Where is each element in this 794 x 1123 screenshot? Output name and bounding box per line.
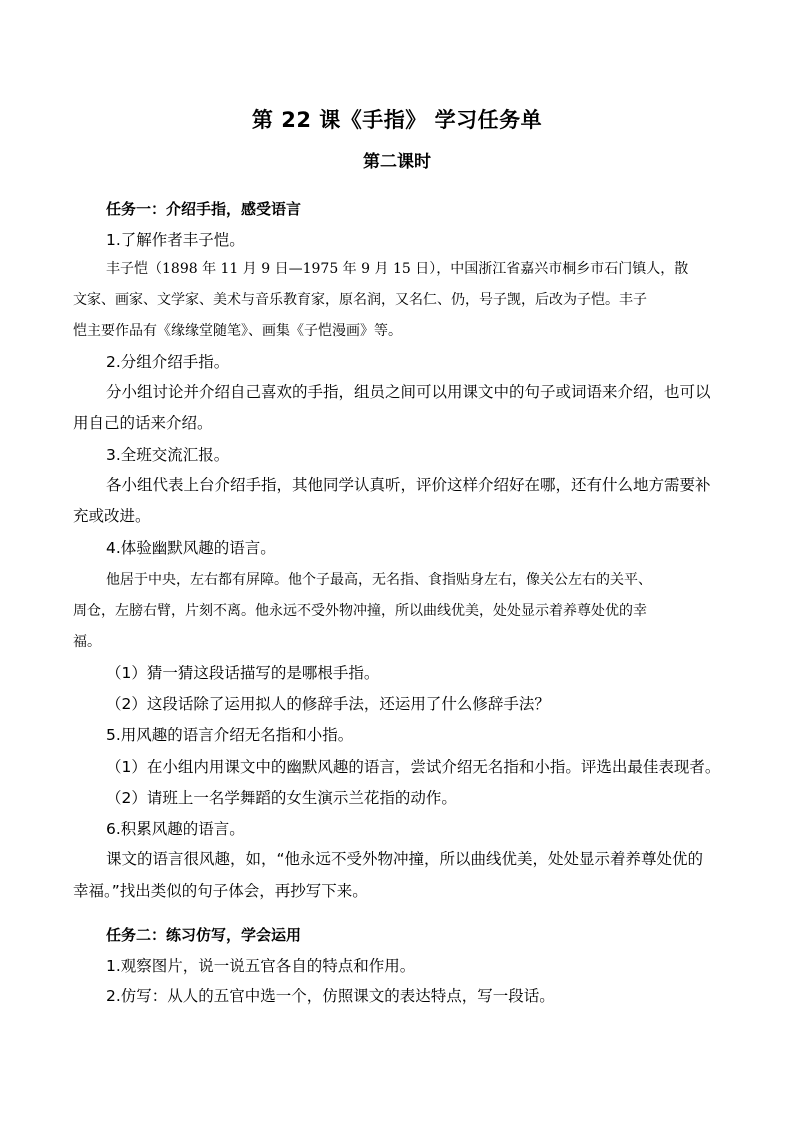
- author-bio-line: 恺主要作品有《缘缘堂随笔》、画集《子恺漫画》等。: [73, 323, 402, 339]
- question-2: （2）这段话除了运用拟人的修辞手法，还运用了什么修辞手法？: [106, 695, 550, 713]
- quote-line: 他居于中央，左右都有屏障。他个子最高，无名指、食指贴身左右，像关公左右的关平、: [106, 572, 652, 588]
- task1-heading: 任务一：介绍手指，感受语言: [106, 200, 302, 218]
- page-subtitle: 第二课时: [363, 152, 431, 172]
- question-1: （1）猜一猜这段话描写的是哪根手指。: [106, 664, 380, 682]
- paragraph-line: 充或改进。: [73, 507, 151, 525]
- author-bio-line: 丰子恺（1898 年 11 月 9 日—1975 年 9 月 15 日），中国浙江省嘉兴市桐乡市石门镇人，散: [106, 261, 689, 277]
- paragraph-line: 分小组讨论并介绍自己喜欢的手指，组员之间可以用课文中的句子或词语来介绍，也可以: [106, 383, 711, 401]
- paragraph-line: 各小组代表上台介绍手指，其他同学认真听，评价这样介绍好在哪，还有什么地方需要补: [106, 476, 711, 494]
- task2-item2: 2.仿写：从人的五官中选一个，仿照课文的表达特点，写一段话。: [106, 987, 555, 1005]
- task2-item1: 1.观察图片，说一说五官各自的特点和作用。: [106, 957, 416, 975]
- quote-line: 福。: [73, 634, 101, 650]
- quote-line: 周仓，左膀右臂，片刻不离。他永远不受外物冲撞，所以曲线优美，处处显示着养尊处优的幸: [73, 603, 647, 619]
- task2-heading: 任务二：练习仿写，学会运用: [106, 926, 302, 944]
- task1-item3: 3.全班交流汇报。: [106, 446, 230, 464]
- author-bio-line: 文家、画家、文学家、美术与音乐教育家，原名润，又名仁、仍，号子觊，后改为子恺。丰子: [73, 292, 647, 308]
- paragraph-line: 幸福。”找出类似的句子体会，再抄写下来。: [73, 882, 368, 900]
- paragraph-line: 用自己的话来介绍。: [73, 414, 213, 432]
- task1-item2: 2.分组介绍手指。: [106, 353, 230, 371]
- paragraph-line: 课文的语言很风趣，如，“他永远不受外物冲撞，所以曲线优美，处处显示着养尊处优的: [106, 850, 704, 868]
- item5-question-1: （1）在小组内用课文中的幽默风趣的语言，尝试介绍无名指和小指。评选出最佳表现者。: [106, 758, 721, 776]
- page-title: 第 22 课《手指》 学习任务单: [251, 108, 543, 132]
- task1-item5: 5.用风趣的语言介绍无名指和小指。: [106, 726, 354, 744]
- item5-question-2: （2）请班上一名学舞蹈的女生演示兰花指的动作。: [106, 789, 457, 807]
- task1-item1: 1.了解作者丰子恺。: [106, 231, 245, 249]
- task1-item6: 6.积累风趣的语言。: [106, 820, 245, 838]
- task1-item4: 4.体验幽默风趣的语言。: [106, 539, 276, 557]
